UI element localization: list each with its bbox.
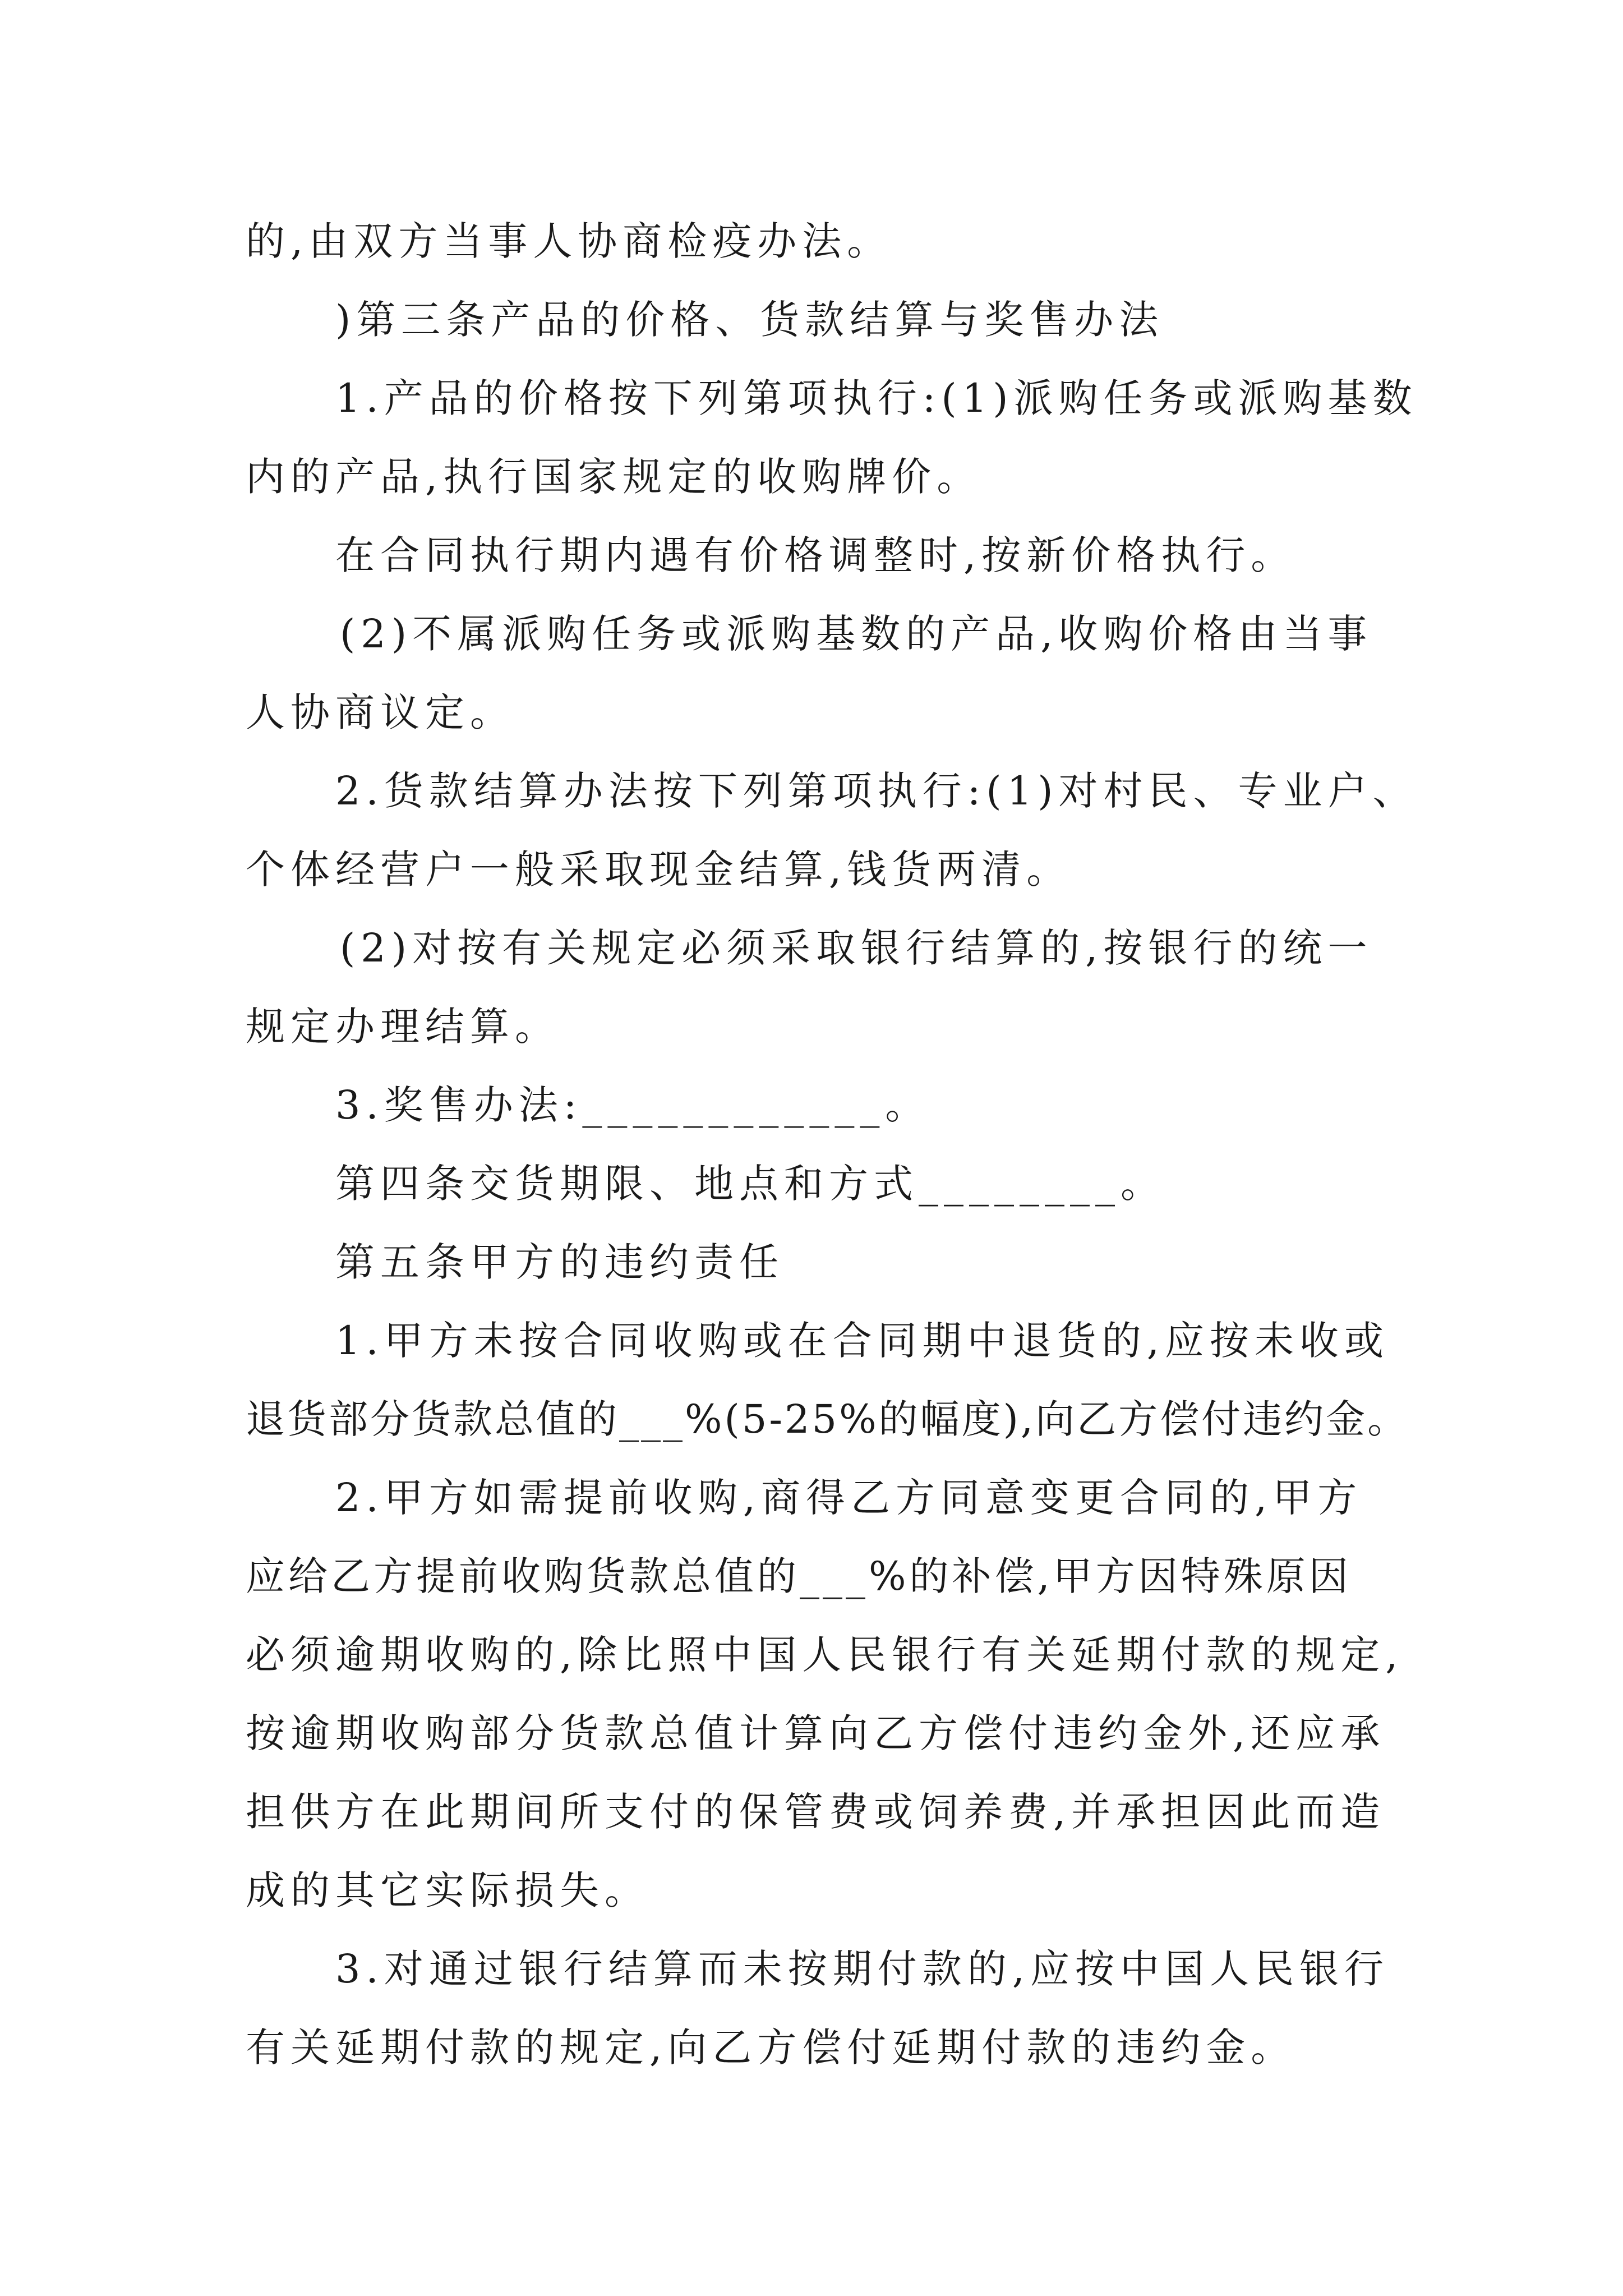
text-line: 3.奖售办法:____________。 xyxy=(335,1082,930,1128)
text-line: 的,由双方当事人协商检疫办法。 xyxy=(246,218,892,264)
text-line: 内的产品,执行国家规定的收购牌价。 xyxy=(246,454,982,500)
text-line: 个体经营户一般采取现金结算,钱货两清。 xyxy=(246,846,1072,892)
text-line: 2.甲方如需提前收购,商得乙方同意变更合同的,甲方 xyxy=(335,1475,1363,1521)
text-line: 应给乙方提前收购货款总值的___%的补偿,甲方因特殊原因 xyxy=(246,1553,1352,1599)
section-heading: )第三条产品的价格、货款结算与奖售办法 xyxy=(335,297,1164,343)
text-line: 在合同执行期内遇有价格调整时,按新价格执行。 xyxy=(335,532,1296,578)
text-line: 2.货款结算办法按下列第项执行:(1)对村民、专业户、 xyxy=(335,768,1418,814)
text-line: 必须逾期收购的,除比照中国人民银行有关延期付款的规定, xyxy=(246,1632,1404,1678)
text-line: (2)不属派购任务或派购基数的产品,收购价格由当事 xyxy=(340,611,1373,657)
text-line: 成的其它实际损失。 xyxy=(246,1867,649,1913)
text-line: 人协商议定。 xyxy=(246,689,515,735)
text-line: 1.甲方未按合同收购或在合同期中退货的,应按未收或 xyxy=(335,1318,1390,1364)
text-line: 退货部分货款总值的___%(5-25%的幅度),向乙方偿付违约金。 xyxy=(246,1396,1409,1442)
text-line: 1.产品的价格按下列第项执行:(1)派购任务或派购基数 xyxy=(335,375,1418,421)
text-line: 有关延期付款的规定,向乙方偿付延期付款的违约金。 xyxy=(246,2024,1296,2070)
text-line: 3.对通过银行结算而未按期付款的,应按中国人民银行 xyxy=(335,1946,1390,1992)
section-heading: 第四条交货期限、地点和方式________。 xyxy=(335,1161,1165,1207)
text-line: 按逾期收购部分货款总值计算向乙方偿付违约金外,还应承 xyxy=(246,1710,1386,1756)
section-heading: 第五条甲方的违约责任 xyxy=(335,1239,784,1285)
text-line: (2)对按有关规定必须采取银行结算的,按银行的统一 xyxy=(340,925,1373,971)
text-line: 规定办理结算。 xyxy=(246,1004,560,1050)
text-line: 担供方在此期间所支付的保管费或饲养费,并承担因此而造 xyxy=(246,1789,1386,1835)
